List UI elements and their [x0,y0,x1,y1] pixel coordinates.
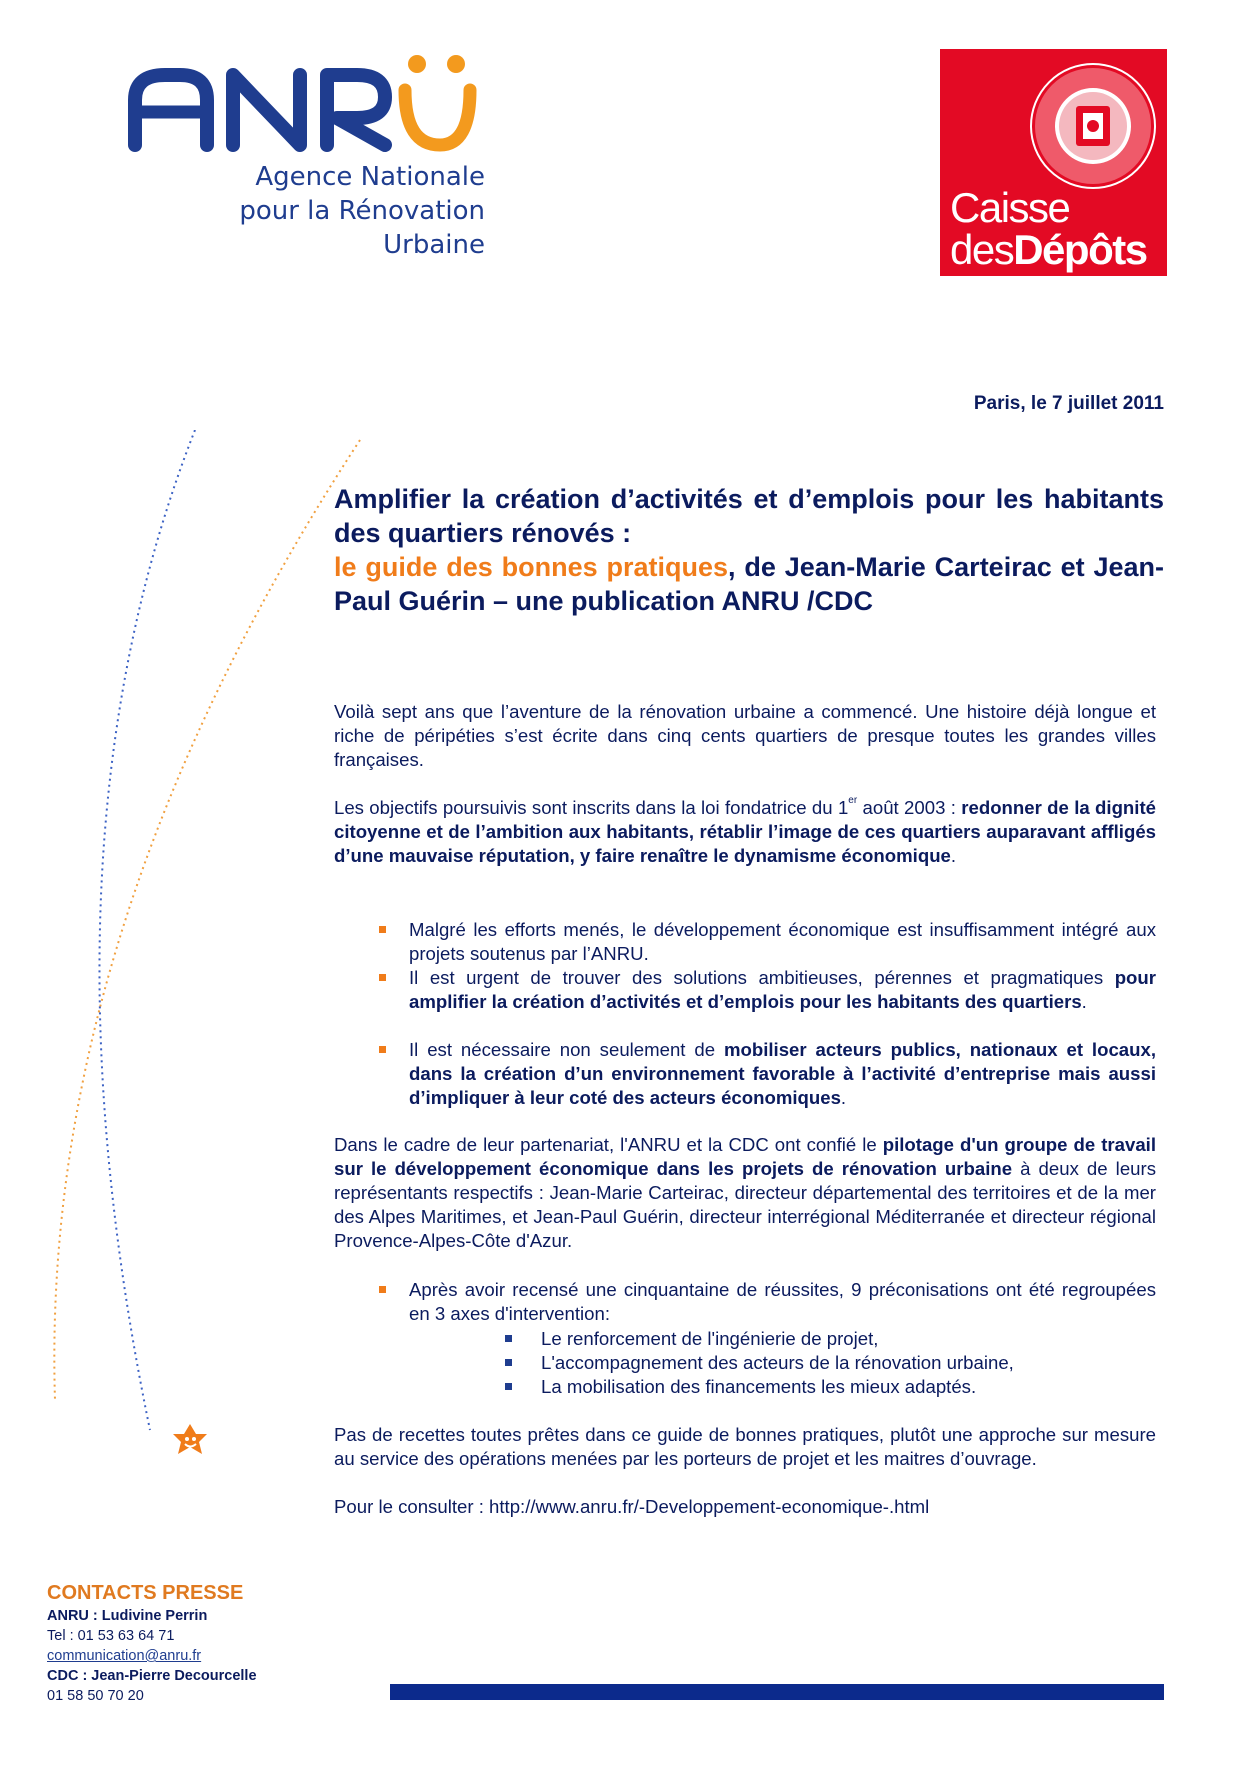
para2-post: . [950,845,957,866]
para2-mid: août 2003 : [857,797,962,818]
document-date: Paris, le 7 juillet 2011 [973,393,1164,414]
paragraph-conclusion: Pas de recettes toutes prêtes dans ce guide de bonnes pratiques, plutôt une approche sur mesure au service des opérations menées par les porteurs de projet et les maitres d’ouvrage. [334,1424,1156,1469]
para3-pre: Dans le cadre de leur partenariat, l'ANRU et la CDC ont confié le [334,1134,883,1155]
paragraph-partnership [334,1133,1156,1253]
cdc-contact-name: CDC : Jean-Pierre Decourcelle [47,1668,257,1684]
cdc-name-line-1: Caisse [950,184,1070,231]
title-line-2: , de Jean-Marie Carteirac et Jean-Paul Guérin – une publication ANRU /CDC [334,552,1164,616]
bullet-4-text: Après avoir recensé une cinquantaine de réussites, 9 préconisations ont été regroupées en 3 axes d'intervention: [409,1279,1156,1324]
sub-bullet-marker [505,1383,512,1390]
anru-contact-tel: Tel : 01 53 63 64 71 [47,1628,175,1644]
sub-bullet-item-2 [541,1351,1156,1375]
cdc-seal-icon [1028,61,1158,191]
cdc-name-des: des [950,226,1014,273]
bullet-marker [379,1286,386,1293]
title-highlight-text: le guide des bonnes pratiques [334,552,729,582]
sub-bullet-1-text: Le renforcement de l'ingénierie de projet, [541,1328,879,1349]
bullet-item-2 [409,966,1156,1014]
anru-small-emblem-icon [173,1424,207,1454]
para2-pre: Les objectifs poursuivis sont inscrits dans la loi fondatrice du 1 [334,797,849,818]
bullet-2-pre: Il est urgent de trouver des solutions ambitieuses, pérennes et pragmatiques [409,967,1115,988]
document-title [334,482,1164,618]
bullet-item-4 [409,1278,1156,1326]
anru-contact-name: ANRU : Ludivine Perrin [47,1608,208,1624]
bullet-item-1 [409,918,1156,966]
sub-bullet-2-text: L'accompagnement des acteurs de la rénovation urbaine, [541,1352,1014,1373]
paragraph-intro: Voilà sept ans que l’aventure de la rénovation urbaine a commencé. Une histoire déjà longue et riche de péripéties s’est écrite dans cinq cents quartiers de presque toutes les grandes villes françaises. [334,701,1156,770]
para2-sup: er [848,795,858,806]
anru-subtitle-line-2: pour la Rénovation [239,196,485,226]
contacts-title: CONTACTS PRESSE [47,1582,244,1604]
anru-subtitle-line-3: Urbaine [383,230,485,260]
para2-bold: redonner de la dignité citoyenne et de l’ambition aux habitants, rétablir l’image de ces quartiers auparavant affligés d’une mauvaise réputation, y faire renaître le dynamisme économique [334,797,1156,866]
cdc-name-line-2 [950,226,1147,273]
bullet-item-3 [409,1038,1156,1110]
paragraph-link: Pour le consulter : http://www.anru.fr/-Developpement-economique-.html [334,1496,930,1517]
bullet-marker [379,974,386,981]
decorative-curves [40,430,380,1490]
sub-bullet-3-text: La mobilisation des financements les mieux adaptés. [541,1376,977,1397]
bullet-2-bold: pour amplifier la création d’activités et d’emplois pour les habitants des quartiers [409,967,1156,1012]
sub-bullet-list [541,1327,1156,1407]
anru-logo [95,50,485,280]
para3-post: à deux de leurs représentants respectifs : Jean-Marie Carteirac, directeur départemental des territoires et de la mer des Alpes Maritimes, et Jean-Paul Guérin, directeur interrégional Méditerranée et directeur régional Provence-Alpes-Côte d'Azur. [334,1158,1156,1251]
title-highlight [334,552,728,582]
bullet-1-text: Malgré les efforts menés, le développement économique est insuffisamment intégré aux projets soutenus par l’ANRU. [409,919,1156,964]
title-line-1: Amplifier la création d’activités et d’emplois pour les habitants des quartiers rénovés : [334,484,1164,548]
bullet-2-post: . [1081,991,1087,1012]
footer-bar [390,1684,1164,1700]
cdc-contact-tel: 01 58 50 70 20 [47,1688,144,1704]
caisse-des-depots-logo [940,49,1167,276]
bullet-3-bold: mobiliser acteurs publics, nationaux et locaux, dans la création d’un environnement favorable à l’activité d’entreprise mais aussi d’impliquer à leur coté des acteurs économiques [409,1039,1156,1108]
sub-bullet-item-1 [541,1327,1156,1351]
anru-subtitle-line-1: Agence Nationale [255,162,485,192]
sub-bullet-marker [505,1335,512,1342]
sub-bullet-marker [505,1359,512,1366]
para3-bold: pilotage d'un groupe de travail sur le développement économique dans les projets de rénovation urbaine [334,1134,1156,1179]
paragraph-objectives [334,796,1156,868]
anru-wordmark [95,50,485,160]
bullet-3-pre: Il est nécessaire non seulement de [409,1039,724,1060]
sub-bullet-item-3 [541,1375,1156,1399]
anru-contact-email-link[interactable]: communication@anru.fr [47,1648,202,1664]
bullet-list-1 [409,918,1156,1108]
bullet-3-post: . [840,1087,847,1108]
bullet-marker [379,1046,386,1053]
press-contacts [47,1580,257,1706]
bullet-marker [379,926,386,933]
cdc-name-depots: Dépôts [1013,226,1147,273]
